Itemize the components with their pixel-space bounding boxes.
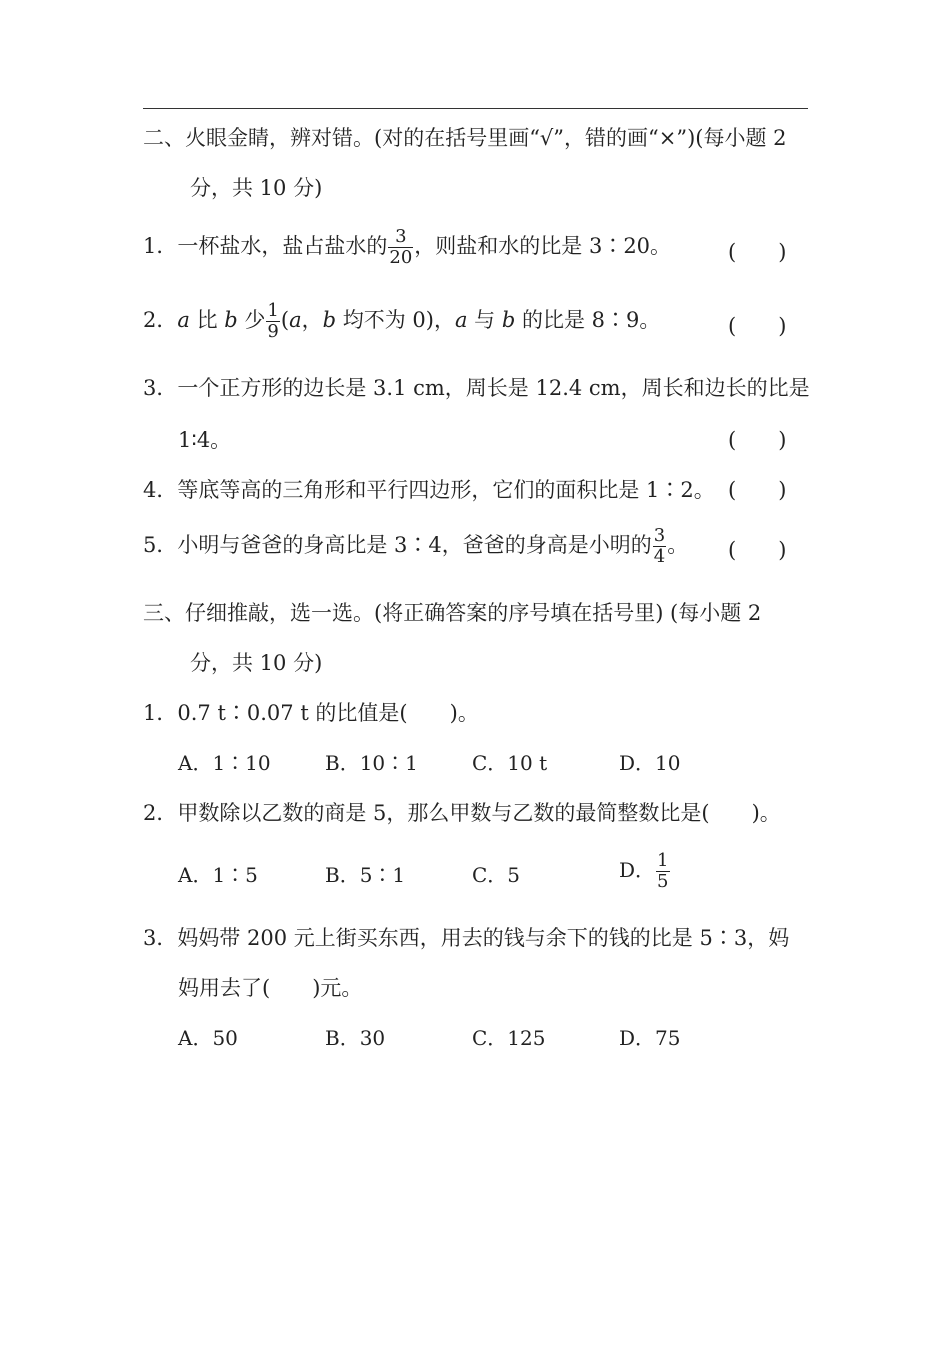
mc2-option-d[interactable]: D． $\frac{1}{5}$ bbox=[619, 850, 669, 892]
mc3-option-a[interactable]: A．50 bbox=[178, 1026, 238, 1050]
answer-paren-3[interactable]: ( ) bbox=[728, 428, 787, 452]
tf-item-1: 1．一杯盐水，盐占盐水的 $\frac{3}{20}$ ，则盐和水的比是 3∶20。 bbox=[143, 226, 672, 268]
section3-heading-cont: 分，共 10 分) bbox=[190, 651, 323, 675]
answer-paren-4[interactable]: ( ) bbox=[728, 478, 787, 502]
fraction-3-20: $\frac{3}{20}$ bbox=[389, 226, 413, 268]
fraction-3-4: $\frac{3}{4}$ bbox=[653, 525, 666, 567]
mc1-option-d[interactable]: D．10 bbox=[619, 751, 681, 775]
mc3-option-b[interactable]: B．30 bbox=[325, 1026, 386, 1050]
fraction-1-5: $\frac{1}{5}$ bbox=[657, 850, 669, 892]
answer-paren-1[interactable]: ( ) bbox=[728, 240, 787, 264]
mc3-option-c[interactable]: C．125 bbox=[472, 1026, 546, 1050]
mc1-option-b[interactable]: B．10∶1 bbox=[325, 751, 418, 775]
mc2-option-a[interactable]: A．1∶5 bbox=[178, 863, 258, 887]
mc1-option-c[interactable]: C．10 t bbox=[472, 751, 548, 775]
section3-heading: 三、仔细推敲，选一选。(将正确答案的序号填在括号里) (每小题 2 bbox=[143, 601, 762, 625]
mc2-option-c[interactable]: C．5 bbox=[472, 863, 521, 887]
tf-item-4: 4．等底等高的三角形和平行四边形，它们的面积比是 1∶2。 bbox=[143, 478, 715, 502]
header-rule bbox=[143, 108, 808, 109]
mc-question-3-cont: 妈用去了( )元。 bbox=[178, 976, 363, 1000]
tf-item-2: 2．a 比 b 少 $\frac{1}{9}$ (a，b 均不为 0)，a 与 b 的比是 8∶9。 bbox=[143, 300, 661, 342]
mc-question-2: 2．甲数除以乙数的商是 5，那么甲数与乙数的最简整数比是( )。 bbox=[143, 801, 781, 825]
tf-item-5: 5．小明与爸爸的身高比是 3∶4，爸爸的身高是小明的 $\frac{3}{4}$ 。 bbox=[143, 525, 689, 567]
tf-item-3-cont: 1∶4。 bbox=[178, 428, 232, 452]
answer-paren-2[interactable]: ( ) bbox=[728, 314, 787, 338]
mc3-option-d[interactable]: D．75 bbox=[619, 1026, 681, 1050]
mc-question-3: 3．妈妈带 200 元上街买东西，用去的钱与余下的钱的比是 5∶3，妈 bbox=[143, 926, 790, 950]
section2-heading-cont: 分，共 10 分) bbox=[190, 176, 323, 200]
mc-question-1: 1．0.7 t∶0.07 t 的比值是( )。 bbox=[143, 701, 479, 725]
mc1-option-a[interactable]: A．1∶10 bbox=[178, 751, 271, 775]
mc2-option-b[interactable]: B．5∶1 bbox=[325, 863, 406, 887]
tf-item-3: 3．一个正方形的边长是 3.1 cm，周长是 12.4 cm，周长和边长的比是 bbox=[143, 376, 810, 400]
answer-paren-5[interactable]: ( ) bbox=[728, 538, 787, 562]
section2-heading: 二、火眼金睛，辨对错。(对的在括号里画“√”，错的画“×”)(每小题 2 bbox=[143, 126, 787, 150]
fraction-1-9: $\frac{1}{9}$ bbox=[267, 300, 279, 342]
